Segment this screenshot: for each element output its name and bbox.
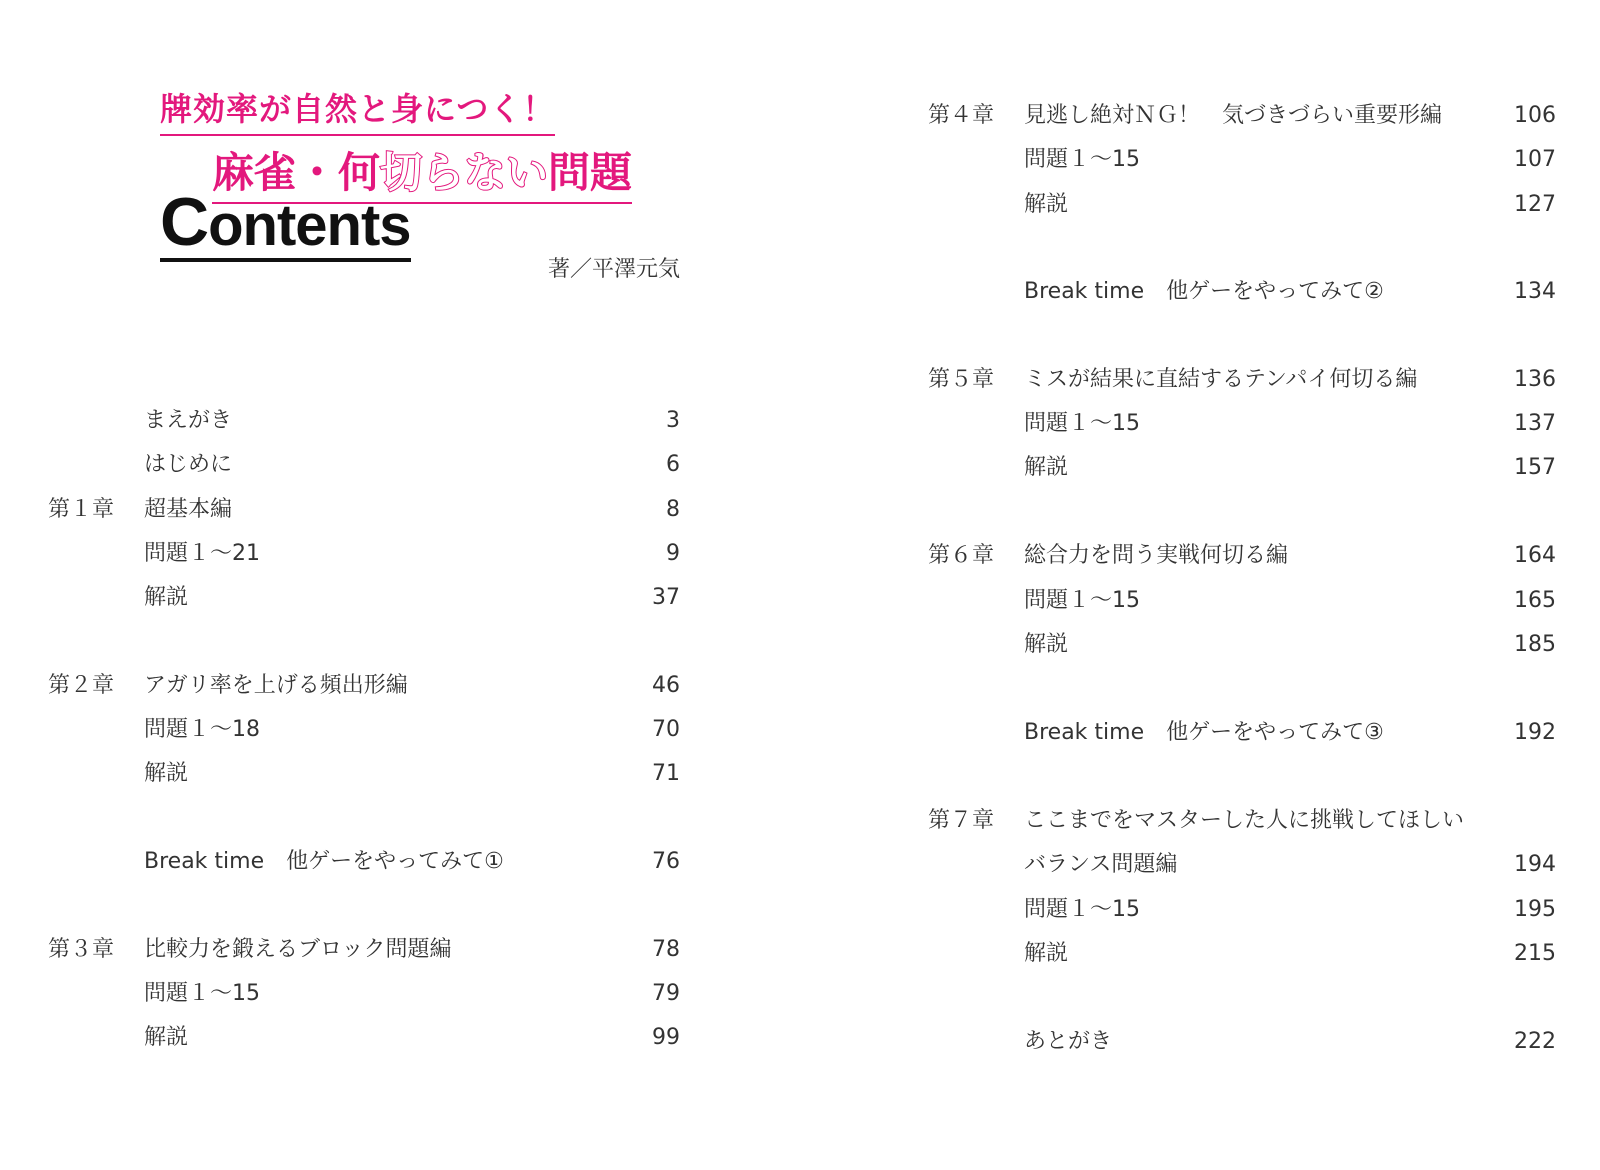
toc-page-number: 3 bbox=[666, 408, 680, 433]
toc-page-number: 70 bbox=[652, 717, 680, 742]
contents-heading bbox=[160, 184, 411, 262]
toc-title: 比較力を鍛えるブロック問題編 bbox=[144, 937, 452, 962]
toc-page-number: 46 bbox=[652, 673, 680, 698]
toc-entry[interactable] bbox=[48, 979, 680, 1009]
toc-title: 問題１～21 bbox=[144, 541, 260, 566]
toc-title: 問題１～15 bbox=[1024, 147, 1140, 172]
toc-title: バランス問題編 bbox=[1024, 852, 1178, 877]
toc-chapter: 第２章 bbox=[48, 673, 115, 698]
toc-title: アガリ率を上げる頻出形編 bbox=[144, 673, 408, 698]
toc-page-number: 164 bbox=[1514, 543, 1556, 568]
toc-entry[interactable] bbox=[928, 806, 1556, 836]
toc-page-number: 194 bbox=[1514, 852, 1556, 877]
book-title-part1: 麻雀・何 bbox=[212, 148, 381, 197]
toc-page-number: 8 bbox=[666, 497, 680, 522]
toc-entry[interactable] bbox=[928, 1027, 1556, 1057]
contents-heading-initial: C bbox=[160, 184, 209, 260]
toc-title: Break time 他ゲーをやってみて② bbox=[1024, 279, 1384, 304]
author-credit: 著／平澤元気 bbox=[547, 257, 680, 282]
toc-entry[interactable] bbox=[928, 541, 1556, 571]
toc-page-number: 134 bbox=[1514, 279, 1556, 304]
contents-heading-rest: ontents bbox=[208, 193, 411, 258]
book-subtitle: 牌効率が自然と身につく！ bbox=[160, 84, 555, 136]
toc-page-number: 79 bbox=[652, 981, 680, 1006]
toc-entry[interactable] bbox=[928, 586, 1556, 616]
book-title-part2: 切らない bbox=[380, 148, 549, 197]
toc-page-number: 185 bbox=[1514, 632, 1556, 657]
toc-page-number: 195 bbox=[1514, 897, 1556, 922]
toc-title: 総合力を問う実戦何切る編 bbox=[1024, 543, 1289, 568]
toc-title: はじめに bbox=[144, 452, 233, 477]
toc-entry[interactable] bbox=[928, 939, 1556, 969]
toc-page-number: 165 bbox=[1514, 588, 1556, 613]
toc-entry[interactable] bbox=[928, 718, 1556, 748]
toc-entry[interactable] bbox=[928, 365, 1556, 395]
toc-entry[interactable] bbox=[48, 847, 680, 877]
toc-entry[interactable] bbox=[48, 583, 680, 613]
toc-entry[interactable] bbox=[48, 450, 680, 480]
toc-entry[interactable] bbox=[48, 406, 680, 436]
toc-entry[interactable] bbox=[48, 1023, 680, 1053]
toc-title: あとがき bbox=[1024, 1029, 1113, 1054]
toc-entry[interactable] bbox=[928, 277, 1556, 307]
toc-title: 問題１～18 bbox=[144, 717, 260, 742]
toc-title: 解説 bbox=[1024, 941, 1069, 966]
toc-page-number: 78 bbox=[652, 937, 680, 962]
toc-title: 見逃し絶対ＮＧ！ 気づきづらい重要形編 bbox=[1024, 103, 1443, 128]
toc-title: まえがき bbox=[144, 408, 233, 433]
toc-title: ミスが結果に直結するテンパイ何切る編 bbox=[1024, 367, 1418, 392]
toc-title: 解説 bbox=[1024, 632, 1069, 657]
toc-chapter: 第５章 bbox=[928, 367, 995, 392]
toc-title: ここまでをマスターした人に挑戦してほしい bbox=[1024, 808, 1465, 833]
toc-page-number: 157 bbox=[1514, 455, 1556, 480]
toc-title: Break time 他ゲーをやってみて① bbox=[144, 849, 504, 874]
toc-page-number: 106 bbox=[1514, 103, 1556, 128]
toc-title: 解説 bbox=[1024, 192, 1069, 217]
toc-entry[interactable] bbox=[48, 715, 680, 745]
toc-title: 問題１～15 bbox=[1024, 411, 1140, 436]
toc-page-number: 107 bbox=[1514, 147, 1556, 172]
toc-entry[interactable] bbox=[928, 630, 1556, 660]
toc-entry[interactable] bbox=[928, 895, 1556, 925]
toc-title: 解説 bbox=[144, 761, 189, 786]
toc-page-number: 6 bbox=[666, 452, 680, 477]
toc-chapter: 第６章 bbox=[928, 543, 995, 568]
toc-page-number: 9 bbox=[666, 541, 680, 566]
toc-entry[interactable] bbox=[928, 409, 1556, 439]
toc-page-number: 99 bbox=[652, 1025, 680, 1050]
toc-entry[interactable] bbox=[928, 101, 1556, 131]
toc-page-number: 71 bbox=[652, 761, 680, 786]
toc-title: 解説 bbox=[1024, 455, 1069, 480]
toc-title: 問題１～15 bbox=[144, 981, 260, 1006]
toc-title: 解説 bbox=[144, 585, 189, 610]
toc-entry[interactable] bbox=[48, 935, 680, 965]
toc-entry[interactable] bbox=[48, 539, 680, 569]
toc-page-number: 222 bbox=[1514, 1029, 1556, 1054]
toc-chapter: 第１章 bbox=[48, 497, 115, 522]
toc-entry[interactable] bbox=[928, 190, 1556, 220]
toc-entry[interactable] bbox=[48, 495, 680, 525]
toc-title: Break time 他ゲーをやってみて③ bbox=[1024, 720, 1384, 745]
toc-page-number: 37 bbox=[652, 585, 680, 610]
toc-page-number: 215 bbox=[1514, 941, 1556, 966]
toc-entry[interactable] bbox=[928, 453, 1556, 483]
toc-page-number: 136 bbox=[1514, 367, 1556, 392]
toc-page-number: 127 bbox=[1514, 192, 1556, 217]
toc-entry[interactable] bbox=[48, 671, 680, 701]
toc-entry[interactable] bbox=[48, 759, 680, 789]
toc-title: 問題１～15 bbox=[1024, 897, 1140, 922]
toc-page-number: 76 bbox=[652, 849, 680, 874]
toc-title: 問題１～15 bbox=[1024, 588, 1140, 613]
toc-chapter: 第４章 bbox=[928, 103, 995, 128]
toc-entry[interactable] bbox=[928, 850, 1556, 880]
toc-entry[interactable] bbox=[928, 145, 1556, 175]
toc-chapter: 第７章 bbox=[928, 808, 995, 833]
toc-title: 超基本編 bbox=[144, 497, 233, 522]
toc-chapter: 第３章 bbox=[48, 937, 115, 962]
toc-page-number: 137 bbox=[1514, 411, 1556, 436]
book-title-part3: 問題 bbox=[548, 148, 633, 197]
toc-page-number: 192 bbox=[1514, 720, 1556, 745]
toc-title: 解説 bbox=[144, 1025, 189, 1050]
